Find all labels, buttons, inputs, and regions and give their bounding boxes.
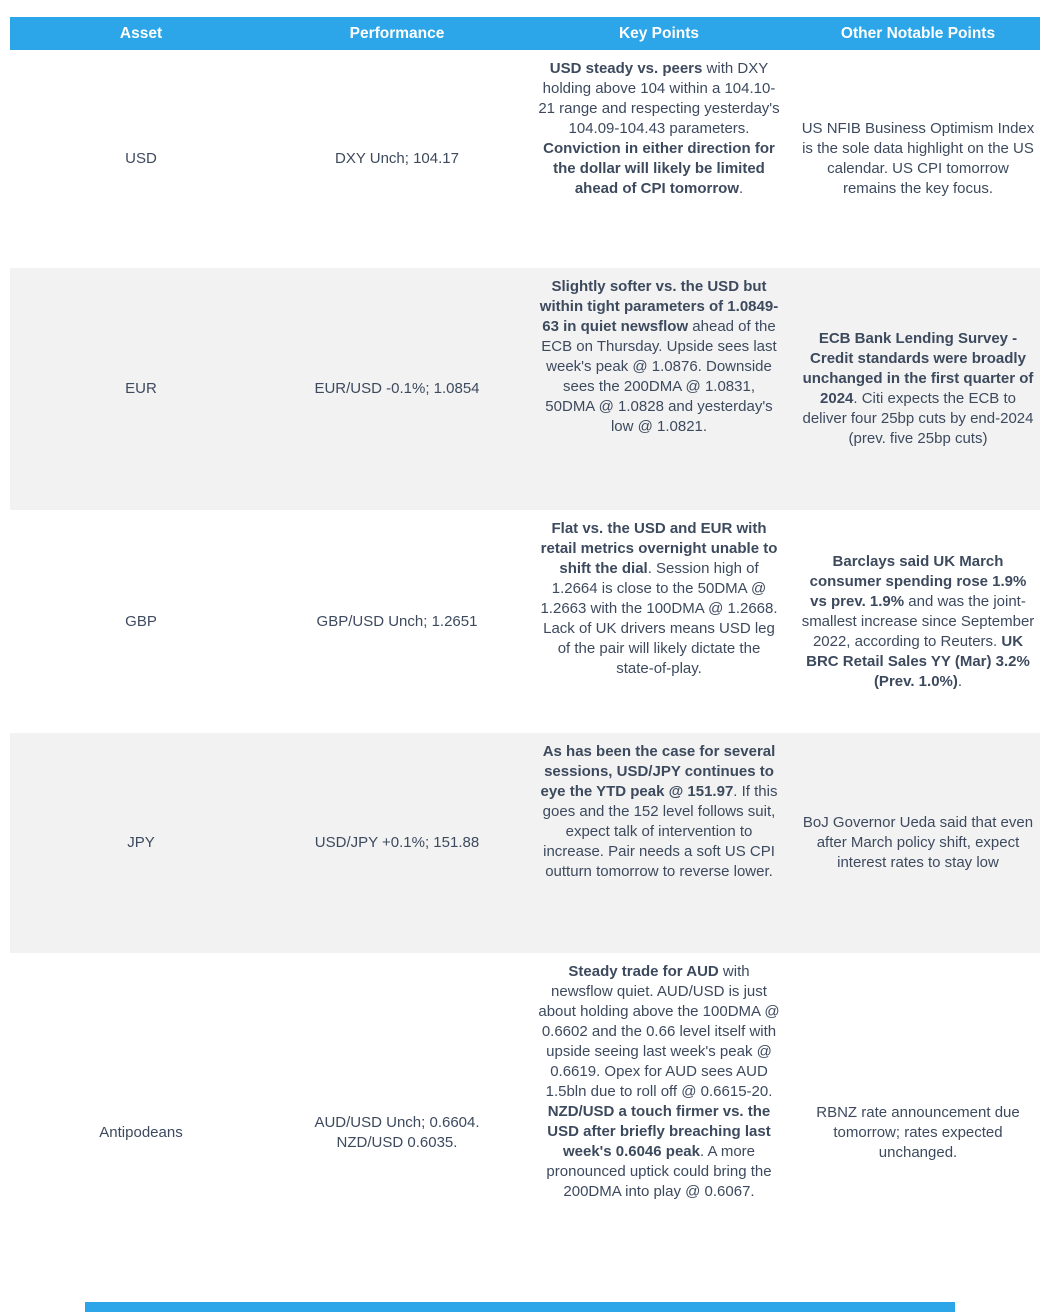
- other-points-text: [800, 1103, 1036, 1163]
- bold-text-segment: Steady trade for AUD: [568, 963, 719, 980]
- performance-line: AUD/USD Unch; 0.6604.: [314, 1113, 480, 1131]
- table-row: [10, 953, 1040, 1312]
- bold-text-segment: Slightly softer vs. the USD but within tight parameters of 1.0849-63 in quiet newsflow: [539, 278, 779, 335]
- table-row: [10, 733, 1040, 953]
- bold-text-segment: Barclays said UK March consumer spending rose 1.9% vs prev. 1.9%: [809, 552, 1027, 610]
- other-points-cell: [796, 50, 1040, 268]
- other-points-text: [800, 329, 1036, 449]
- bold-text-segment: USD steady vs. peers: [549, 60, 703, 77]
- column-header-key-points: Key Points: [618, 24, 700, 42]
- column-header-other-notable-points: Other Notable Points: [840, 24, 996, 42]
- next-table-header-partial: [85, 1302, 955, 1312]
- asset-label: GBP: [125, 612, 157, 630]
- asset-label: USD: [125, 150, 157, 167]
- table-rows: [10, 50, 1040, 1312]
- other-points-cell: [796, 733, 1040, 953]
- text-segment: . A more pronounced uptick could bring the 200DMA into play @ 0.6067.: [546, 1143, 772, 1200]
- text-segment: ahead of the ECB on Thursday. Upside sees last week's peak @ 1.0876. Downside sees the 200DMA @ 1.0831, 50DMA @ 1.0828 and yesterday's low @ 1.0821.: [541, 318, 777, 435]
- asset-cell: [10, 733, 272, 953]
- performance-line: NZD/USD 0.6035.: [336, 1133, 458, 1151]
- performance-cell: [272, 953, 522, 1312]
- performance-line: EUR/USD -0.1%; 1.0854: [314, 380, 480, 397]
- performance-line: GBP/USD Unch; 1.2651: [316, 612, 478, 630]
- bold-text-segment: As has been the case for several sessions, USD/JPY continues to eye the YTD peak @ 151.97: [540, 743, 776, 800]
- performance-line: USD/JPY +0.1%; 151.88: [314, 834, 480, 851]
- text-segment: . If this goes and the 152 level follows suit, expect talk of intervention to increase. Pair needs a soft US CPI outturn tomorrow to reverse lower.: [542, 783, 778, 880]
- text-segment: and was the joint-smallest increase since September 2022, according to Reuters.: [801, 592, 1035, 650]
- key-points-text: [537, 277, 781, 437]
- asset-cell: [10, 953, 272, 1312]
- performance-line: DXY Unch; 104.17: [335, 150, 459, 167]
- key-points-cell: [522, 268, 796, 510]
- performance-cell: [272, 50, 522, 268]
- asset-cell: [10, 268, 272, 510]
- performance-text: [314, 379, 479, 399]
- table-row: [10, 50, 1040, 268]
- asset-cell: [10, 50, 272, 268]
- text-segment: . Session high of 1.2664 is close to the 50DMA @ 1.2663 with the 100DMA @ 1.2668. Lack of UK drivers means USD leg of the pair will likely dictate the state-of-play.: [540, 560, 778, 677]
- key-points-text: [537, 59, 781, 199]
- asset-label: EUR: [125, 380, 157, 397]
- performance-cell: [272, 268, 522, 510]
- bold-text-segment: UK BRC Retail Sales YY (Mar) 3.2% (Prev. 1.0%): [806, 632, 1030, 690]
- performance-text: [314, 1113, 479, 1153]
- text-segment: .: [739, 180, 744, 197]
- key-points-cell: [522, 50, 796, 268]
- table-row: [10, 268, 1040, 510]
- other-points-text: [800, 119, 1036, 199]
- key-points-cell: [522, 510, 796, 733]
- table-header-row: [10, 17, 1040, 50]
- table-row: [10, 510, 1040, 733]
- bold-text-segment: NZD/USD a touch firmer vs. the USD after briefly breaching last week's 0.6046 peak: [547, 1103, 771, 1160]
- performance-text: [335, 149, 459, 169]
- key-points-text: [537, 742, 781, 882]
- other-points-text: [800, 552, 1036, 692]
- asset-label: Antipodeans: [99, 1123, 183, 1141]
- other-points-text: [800, 813, 1036, 873]
- key-points-text: [537, 519, 781, 679]
- other-points-cell: [796, 268, 1040, 510]
- text-segment: BoJ Governor Ueda said that even after March policy shift, expect interest rates to stay low: [802, 814, 1034, 871]
- text-segment: RBNZ rate announcement due tomorrow; rates expected unchanged.: [816, 1103, 1020, 1161]
- performance-text: [317, 612, 478, 632]
- key-points-text: [537, 962, 781, 1202]
- asset-label: JPY: [127, 834, 155, 851]
- column-header-asset: Asset: [119, 24, 163, 42]
- performance-cell: [272, 510, 522, 733]
- text-segment: with newsflow quiet. AUD/USD is just about holding above the 100DMA @ 0.6602 and the 0.66 level itself with upside seeing last week's peak @ 0.6619. Opex for AUD sees AUD 1.5bln due to roll off @ 0.6615-20.: [538, 963, 780, 1100]
- bold-text-segment: Conviction in either direction for the dollar will likely be limited ahead of CPI tomorrow: [543, 140, 775, 197]
- fx-table: [10, 17, 1040, 1312]
- text-segment: US NFIB Business Optimism Index is the sole data highlight on the US calendar. US CPI tomorrow remains the key focus.: [801, 120, 1035, 197]
- other-points-cell: [796, 953, 1040, 1312]
- text-segment: .: [957, 672, 963, 690]
- column-header-performance: Performance: [349, 24, 445, 42]
- performance-text: [315, 833, 479, 853]
- text-segment: . Citi expects the ECB to deliver four 25bp cuts by end-2024 (prev. five 25bp cuts): [802, 390, 1034, 447]
- asset-cell: [10, 510, 272, 733]
- other-points-cell: [796, 510, 1040, 733]
- key-points-cell: [522, 733, 796, 953]
- bold-text-segment: ECB Bank Lending Survey - Credit standards were broadly unchanged in the first quarter of 2024: [802, 330, 1034, 407]
- bold-text-segment: Flat vs. the USD and EUR with retail metrics overnight unable to shift the dial: [540, 520, 778, 577]
- key-points-cell: [522, 953, 796, 1312]
- performance-cell: [272, 733, 522, 953]
- text-segment: with DXY holding above 104 within a 104.10-21 range and respecting yesterday's 104.09-104.43 parameters.: [538, 60, 780, 137]
